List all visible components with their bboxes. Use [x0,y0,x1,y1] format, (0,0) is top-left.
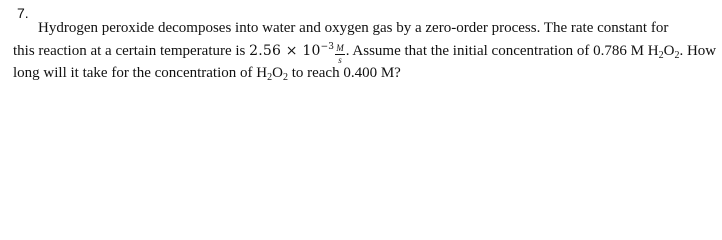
unit-denominator: s [338,55,342,65]
question-line-1 [38,21,668,36]
rate-constant-exponent: −3 [320,42,335,52]
rate-constant [249,43,334,59]
question-line-2 [13,43,716,65]
question-line-1-text: Hydrogen peroxide decomposes into water and oxygen gas by a zero-order process. The rate constant for [38,20,669,36]
line-2-intro: this reaction at a certain temperature is [13,43,250,59]
question-line-3 [13,66,401,83]
h2o2-subscript-2: 2 [674,50,680,61]
line-2-middle: . Assume that the initial concentration of 0.786 M H [345,43,659,59]
line-3-end: to reach 0.400 M? [287,65,401,81]
unit-numerator: M [336,43,344,53]
h2o2-o-2: O [272,65,283,81]
rate-constant-unit [335,44,345,65]
rate-constant-mantissa: 2.56 × 10 [249,43,321,59]
h2o2-subscript-1: 2 [658,50,664,61]
h2o2-subscript-4: 2 [282,72,288,83]
h2o2-subscript-3: 2 [267,72,273,83]
h2o2-o-1: O [663,43,675,59]
question-number: 7. [17,5,29,21]
line-2-end: . How [679,43,717,59]
line-3-start: long will it take for the concentration of H [13,65,268,81]
